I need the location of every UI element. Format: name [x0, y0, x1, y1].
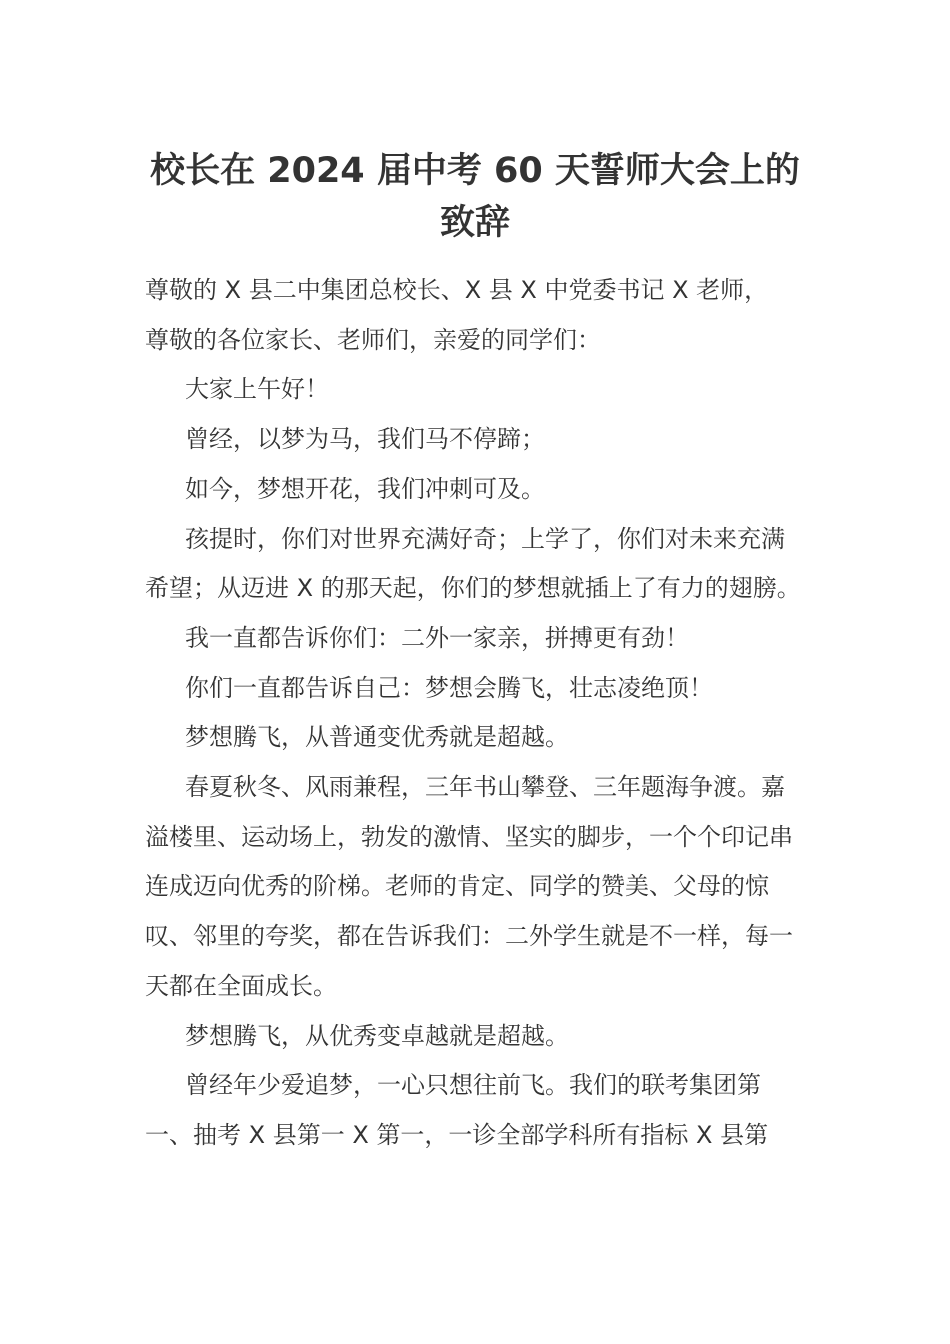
paragraph: 梦想腾飞，从优秀变卓越就是超越。: [185, 1021, 569, 1050]
document-title: 校长在 2024 届中考 60 天誓师大会上的致辞: [150, 151, 800, 243]
paragraph: 曾经年少爱追梦，一心只想往前飞。我们的联考集团第一、抽考 X 县第一 X 第一，一诊全部学科所有指标 X 县第: [145, 1071, 769, 1149]
paragraph: 孩提时，你们对世界充满好奇；上学了，你们对未来充满希望；从迈进 X 的那天起，你们的梦想就插上了有力的翅膀。: [145, 524, 801, 603]
paragraph: 你们一直都告诉自己：梦想会腾飞，壮志凌绝顶！: [185, 673, 713, 702]
document-body: [145, 266, 805, 1161]
paragraph: 曾经，以梦为马，我们马不停蹄；: [185, 425, 545, 454]
salutation-line: 尊敬的各位家长、老师们，亲爱的同学们：: [145, 325, 601, 354]
salutation-line: 尊敬的 X 县二中集团总校长、X 县 X 中党委书记 X 老师，: [145, 276, 769, 304]
paragraph: 如今，梦想开花，我们冲刺可及。: [185, 474, 545, 503]
paragraph: 大家上午好！: [185, 375, 329, 404]
paragraph: 我一直都告诉你们：二外一家亲，拼搏更有劲！: [185, 623, 689, 652]
paragraph: 梦想腾飞，从普通变优秀就是超越。: [185, 723, 569, 752]
paragraph: 春夏秋冬、风雨兼程，三年书山攀登、三年题海争渡。嘉溢楼里、运动场上，勃发的激情、坚实的脚步，一个个印记串连成迈向优秀的阶梯。老师的肯定、同学的赞美、父母的惊叹、邻里的夸奖，都在告诉我们：二外学生就是不一样，每一天都在全面成长。: [145, 773, 793, 1000]
